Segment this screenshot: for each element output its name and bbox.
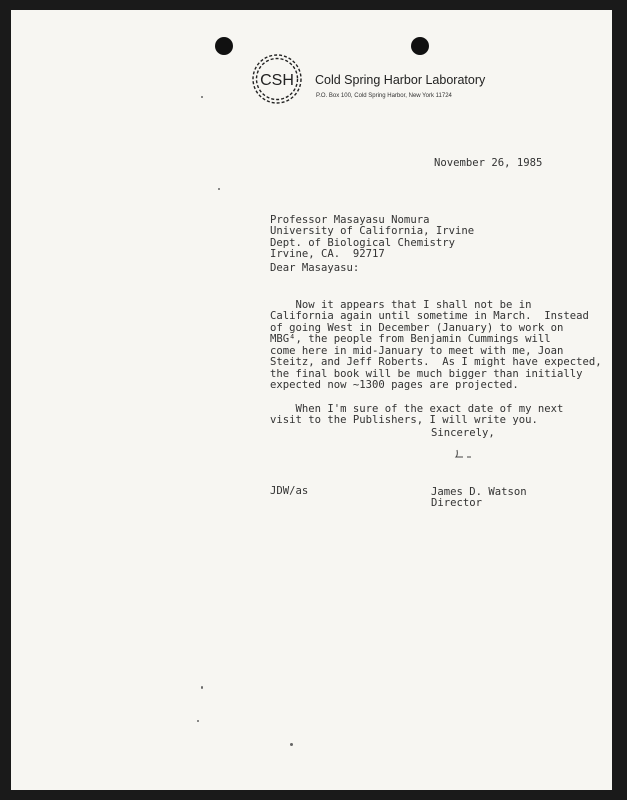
organization-name: Cold Spring Harbor Laboratory — [315, 73, 486, 87]
body-paragraph-2 — [270, 392, 563, 450]
organization-address: P.O. Box 100, Cold Spring Harbor, New York 11724 — [316, 93, 452, 99]
recipient-line: Dept. of Biological Chemistry — [270, 236, 455, 249]
punch-hole-right — [411, 37, 429, 55]
recipient-line: Irvine, CA. 92717 — [270, 248, 385, 260]
logo-text: CSH — [260, 72, 294, 89]
closing: Sincerely, — [431, 427, 495, 439]
letter-page — [11, 10, 612, 790]
paper-speck — [197, 720, 199, 722]
signature-mark — [451, 446, 477, 460]
body-line: Steitz, and Jeff Roberts. As I might have expected, — [270, 356, 602, 368]
body-line: of going West in December (January) to work on — [270, 321, 564, 334]
body-line: When I'm sure of the exact date of my next — [270, 402, 564, 415]
recipient-line: University of California, Irvine — [270, 225, 475, 237]
signer-name: James D. Watson — [431, 485, 527, 498]
body-line: visit to the Publishers, I will write you. — [270, 414, 538, 426]
recipient-line: Professor Masayasu Nomura — [270, 213, 430, 226]
typist-initials: JDW/as — [270, 485, 309, 497]
body-line: California again until sometime in March. Instead — [270, 310, 589, 322]
paper-speck — [201, 686, 203, 689]
punch-hole-left — [215, 37, 233, 55]
signature-block — [431, 475, 527, 533]
letter-date: November 26, 1985 — [434, 157, 543, 169]
body-line: expected now ~1300 pages are projected. — [270, 379, 519, 391]
signer-title: Director — [431, 497, 483, 509]
body-line: MBG⁴, the people from Benjamin Cummings will — [270, 333, 551, 345]
csh-logo — [249, 51, 305, 107]
body-line: the final book will be much bigger than initially — [270, 367, 583, 380]
salutation: Dear Masayasu: — [270, 262, 360, 274]
body-line: Now it appears that I shall not be in — [270, 298, 532, 311]
body-line: come here in mid-January to meet with me, Joan — [270, 344, 564, 357]
paper-speck — [218, 188, 220, 190]
paper-speck — [290, 743, 293, 746]
paper-speck — [201, 96, 203, 98]
